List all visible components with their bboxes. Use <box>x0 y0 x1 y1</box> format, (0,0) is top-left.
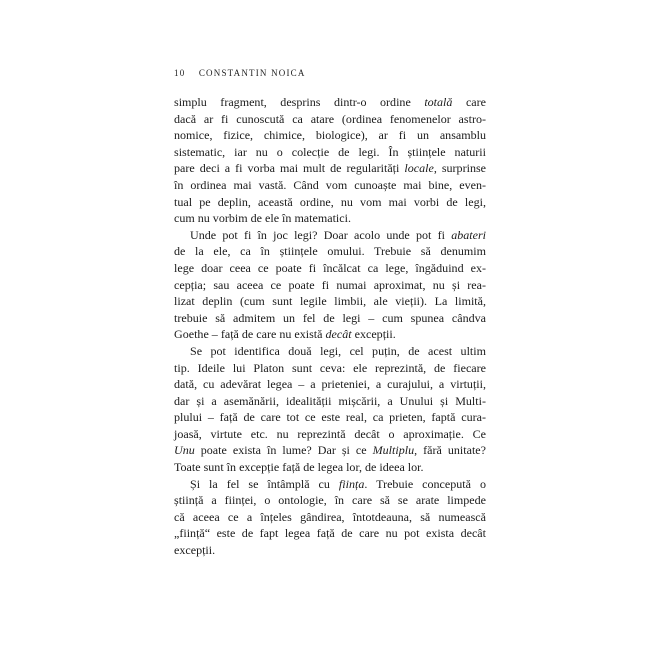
author-name: CONSTANTIN NOICA <box>198 68 306 78</box>
text-line: în ordinea mai vastă. Când vom cunoaște mai bine, even- <box>174 177 486 192</box>
text-line: nomice, fizice, chimice, biologice), ar fi un ansamblu <box>174 128 486 143</box>
italic-term: Multiplu <box>372 443 415 458</box>
text-line: dacă ar fi cunoscută ca atare (ordinea fenomenelor astro- <box>174 111 486 126</box>
text-line: sistematic, iar nu o colecție de legi. În științele naturii <box>174 144 486 159</box>
page-number: 10 <box>174 68 186 78</box>
italic-term: locale <box>404 161 434 176</box>
italic-term: abateri <box>451 227 486 242</box>
text-line: simplu fragment, desprins dintr-o ordine totală care <box>174 95 486 109</box>
text-line: excepții. <box>174 543 216 558</box>
text-line: Unde pot fi în joc legi? Doar acolo unde pot fi abateri <box>190 227 486 242</box>
italic-term: decât <box>325 327 352 342</box>
italic-term: Unu <box>174 443 195 458</box>
text-line: Și la fel se întâmplă cu ființa. Trebuie concepută o <box>190 476 486 491</box>
text-line: dată, cu adevărat legea – a prieteniei, a curajului, a virtuții, <box>174 377 486 392</box>
paragraph <box>174 227 486 343</box>
running-head <box>174 68 306 78</box>
italic-term: ființa <box>338 476 365 491</box>
paragraph <box>174 343 486 476</box>
text-line: pare deci a fi vorba mai mult de regularități locale, surprinse <box>174 161 486 176</box>
text-line: de la ele, ca în științele omului. Trebuie să denumim <box>174 244 486 259</box>
paragraph <box>174 476 486 559</box>
text-line: lege doar ceea ce poate fi încălcat ca lege, îngăduind ex- <box>174 260 486 275</box>
text-line: plului – față de care tot ce este real, ca prieten, faptă cura- <box>174 410 486 425</box>
italic-term: totală <box>424 95 453 109</box>
text-line: știință a ființei, o ontologie, în care să se arate limpede <box>174 493 486 508</box>
text-line: tual pe deplin, această ordine, nu vom mai vorbi de legi, <box>174 194 486 209</box>
paragraph <box>174 94 486 227</box>
text-line: joasă, virtute etc. nu reprezintă decât o aproximație. Ce <box>174 426 486 441</box>
text-line: trebuie să admitem un fel de legi – cum spunea cândva <box>174 310 486 325</box>
text-line: „ființă“ este de fapt legea față de care nu pot exista decât <box>174 526 486 541</box>
text-line: cepția; sau aceea ce poate fi numai aproximat, nu și rea- <box>174 277 486 292</box>
text-line: Toate sunt în excepție față de legea lor, de ideea lor. <box>174 460 424 475</box>
text-line: cum nu vorbim de ele în matematici. <box>174 211 351 226</box>
text-line: că aceea ce a înțeles gândirea, întotdeauna, să numească <box>174 509 486 524</box>
text-line: Se pot identifica două legi, cel puțin, de acest ultim <box>190 343 486 358</box>
body-text <box>174 94 486 559</box>
text-line: lizat deplin (cum sunt legile limbii, ale vieții). La limită, <box>174 294 486 309</box>
text-line: tip. Ideile lui Platon sunt ceva: ele reprezintă, de fiecare <box>174 360 486 375</box>
text-line: Goethe – față de care nu există decât excepții. <box>174 327 396 342</box>
text-line: Unu poate exista în lume? Dar și ce Multiplu, fără unitate? <box>174 443 487 458</box>
text-line: dar și a asemănării, idealității mișcării, a Unului și Multi- <box>174 393 486 408</box>
